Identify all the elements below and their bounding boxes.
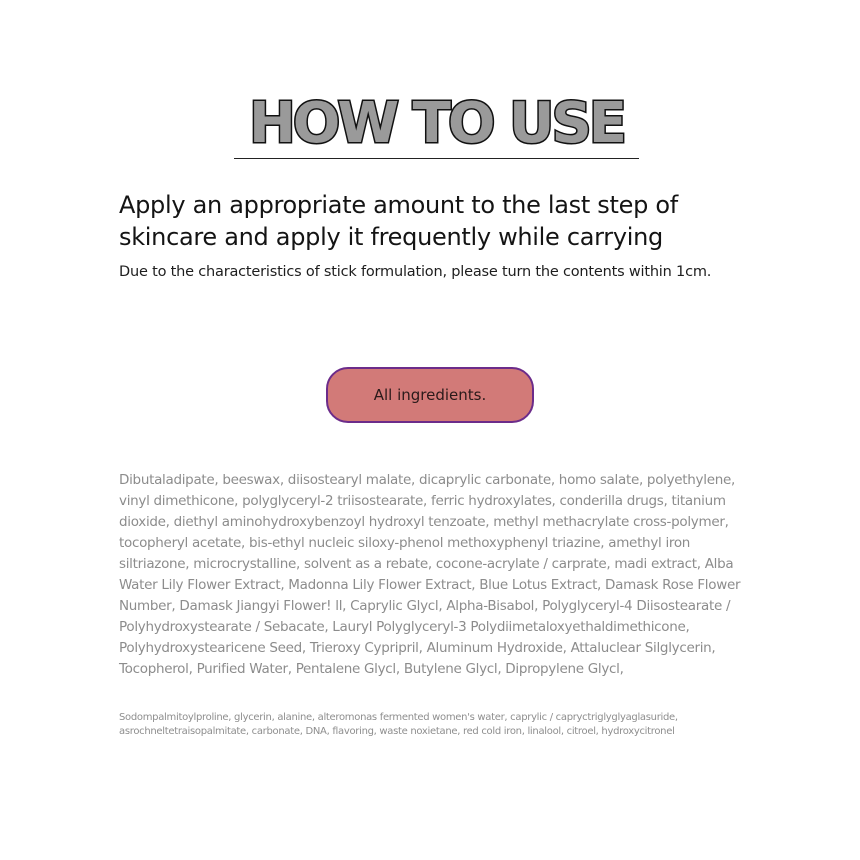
ingredients-list: Dibutaladipate, beeswax, diisostearyl malate, dicaprylic carbonate, homo salate, polyethylene, vinyl dimethicone, polyglyceryl-2 triisostearate, ferric hydroxylates, conderilla drugs, titanium dioxide, diethyl aminohydroxybenzoyl hydroxyl tenzoate, methyl methacrylate cross-polymer, tocopheryl acetate, bis-ethyl nucleic siloxy-phenol methoxyphenyl triazine, amethyl iron siltriazone, microcrystalline, solvent as a rebate, cocone-acrylate / carprate, madi extract, Alba Water Lily Flower Extract, Madonna Lily Flower Extract, Blue Lotus Extract, Damask Rose Flower Number, Damask Jiangyi Flower! ll, Caprylic Glycl, Alpha-Bisabol, Polyglyceryl-4 Diisostearate / Polyhydroxystearate / Sebacate, Lauryl Polyglyceryl-3 Polydiimetaloxyethaldimethicone, Polyhydroxystearicene Seed, Trieroxy Cypripril, Aluminum Hydroxide, Attaluclear Silglycerin, Tocopherol, Purified Water, Pentalene Glycl, Butylene Glycl, Dipropylene Glycl, xyxy=(119,472,741,677)
title-underline xyxy=(234,158,639,159)
all-ingredients-button[interactable] xyxy=(326,367,534,423)
page-title: HOW TO USE xyxy=(248,91,625,156)
ingredients-secondary-list: Sodompalmitoylproline, glycerin, alanine, alteromonas fermented women's water, caprylic / capryctriglyglyaglasuride, asrochneltetraisopalmitate, carbonate, DNA, flavoring, waste noxietane, red cold iron, linalool, citroel, hydroxycitronel xyxy=(119,712,678,737)
usage-note: Due to the characteristics of stick formulation, please turn the contents within 1cm. xyxy=(119,264,712,280)
usage-instructions: Apply an appropriate amount to the last step of skincare and apply it frequently while carrying xyxy=(119,191,678,251)
all-ingredients-button-label: All ingredients. xyxy=(373,386,487,404)
